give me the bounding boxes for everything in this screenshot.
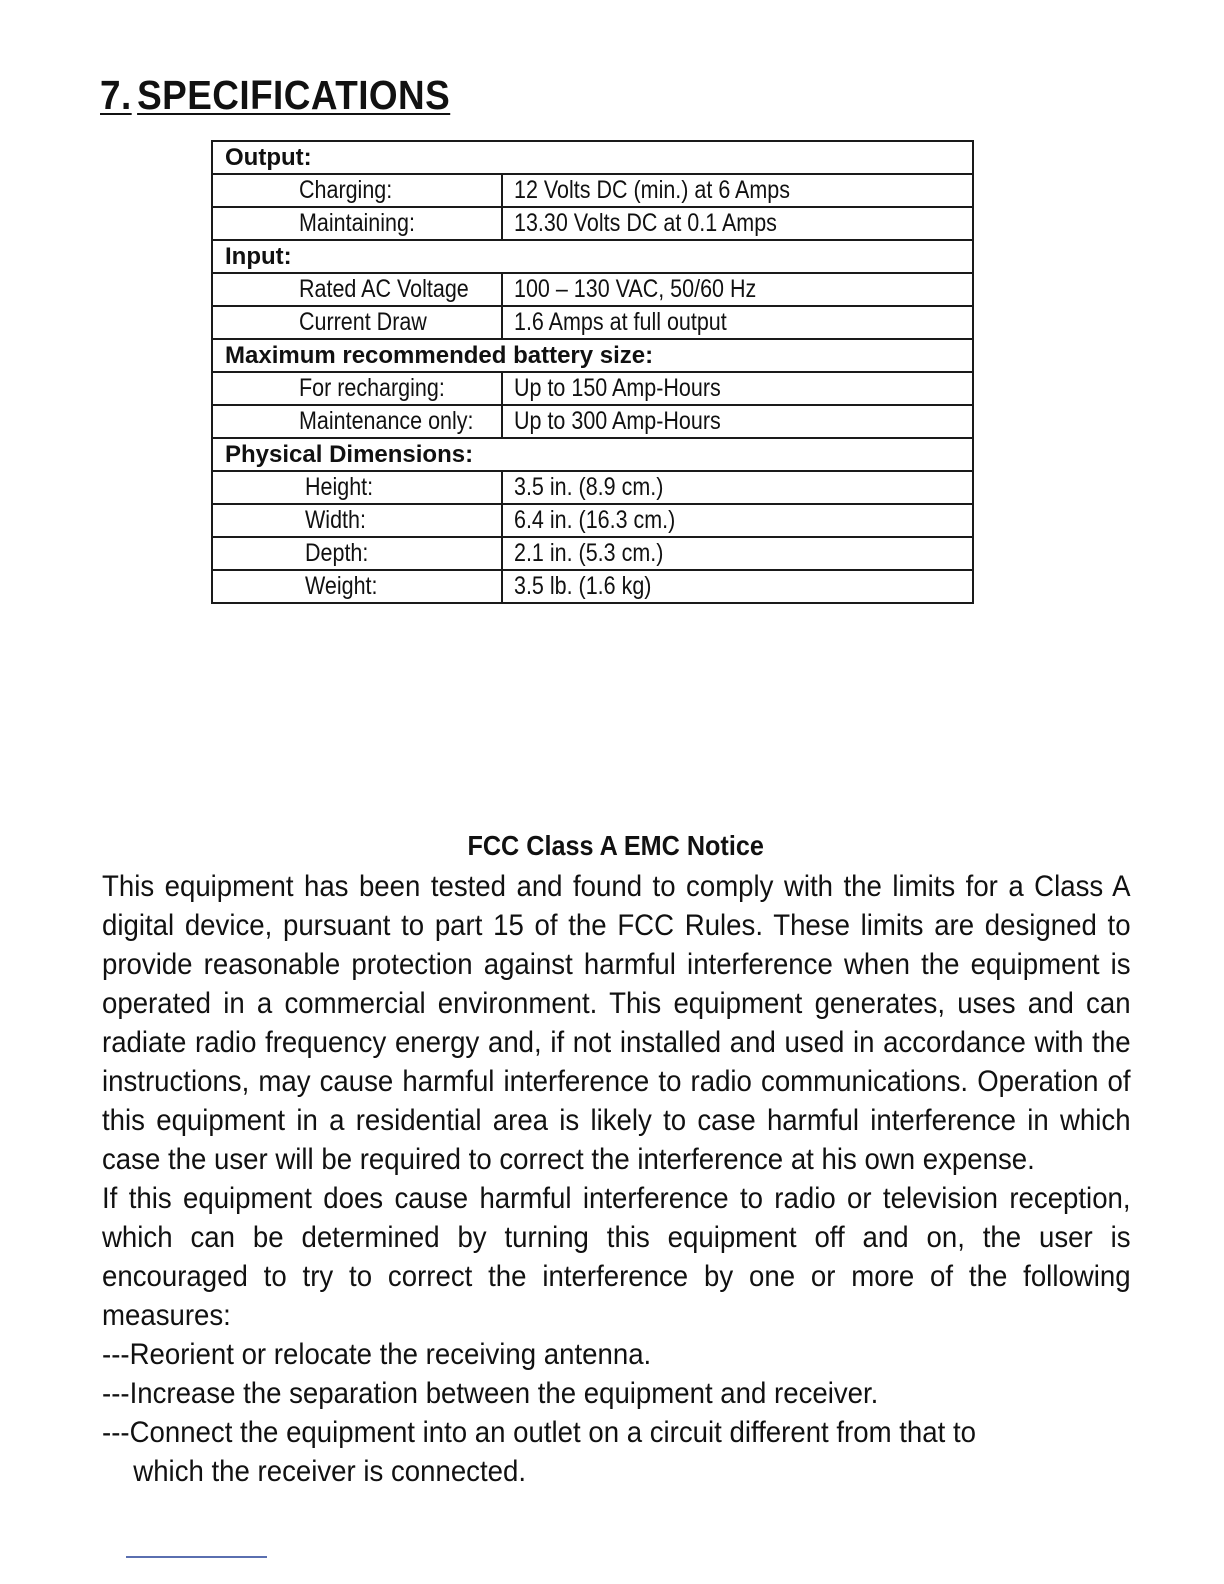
section-heading [100, 72, 450, 119]
table-row [212, 405, 973, 438]
physical-header-row [212, 438, 973, 471]
spec-label: Maintaining: [212, 207, 502, 240]
section-title: SPECIFICATIONS [137, 72, 451, 118]
spec-label: Rated AC Voltage [212, 273, 502, 306]
input-header-row [212, 240, 973, 273]
spec-value: 13.30 Volts DC at 0.1 Amps [502, 207, 973, 240]
table-row [212, 537, 973, 570]
spec-label: Width: [212, 504, 502, 537]
fcc-paragraph-2: If this equipment does cause harmful interference to radio or television reception, which can be determined by turning this equipment off and on, the user is encouraged to try to correct the interference by one or more of the following measures: [102, 1182, 1131, 1332]
fcc-measure-3-continued: which the receiver is connected. [133, 1455, 527, 1488]
battery-header-row [212, 339, 973, 372]
table-row [212, 471, 973, 504]
fcc-measure-1: ---Reorient or relocate the receiving antenna. [102, 1338, 652, 1371]
fcc-notice-title: FCC Class A EMC Notice [467, 830, 765, 861]
section-number: 7. [100, 72, 132, 118]
footer-divider [126, 1556, 267, 1558]
spec-label: Height: [212, 471, 502, 504]
fcc-measure-3: ---Connect the equipment into an outlet on a circuit different from that to [102, 1416, 976, 1449]
spec-value: Up to 300 Amp-Hours [502, 405, 973, 438]
spec-label: For recharging: [212, 372, 502, 405]
output-section-label: Output: [212, 141, 973, 174]
spec-label: Depth: [212, 537, 502, 570]
fcc-notice-body [102, 867, 1131, 1491]
spec-value: 1.6 Amps at full output [502, 306, 973, 339]
spec-value: 100 – 130 VAC, 50/60 Hz [502, 273, 973, 306]
table-row [212, 306, 973, 339]
output-header-row [212, 141, 973, 174]
specifications-table [211, 140, 974, 604]
input-section-label: Input: [212, 240, 973, 273]
spec-value: 6.4 in. (16.3 cm.) [502, 504, 973, 537]
table-row [212, 174, 973, 207]
spec-label: Current Draw [212, 306, 502, 339]
fcc-measure-2: ---Increase the separation between the equipment and receiver. [102, 1377, 879, 1410]
spec-label: Weight: [212, 570, 502, 603]
spec-value: 2.1 in. (5.3 cm.) [502, 537, 973, 570]
fcc-paragraph-1: This equipment has been tested and found to comply with the limits for a Class A digital device, pursuant to part 15 of the FCC Rules. These limits are designed to provide reasonable protection against harmful interference when the equipment is operated in a commercial environment. This equipment generates, uses and can radiate radio frequency energy and, if not installed and used in accordance with the instructions, may cause harmful interference to radio communications. Operation of this equipment in a residential area is likely to case harmful interference in which case the user will be required to correct the interference at his own expense. [102, 870, 1131, 1176]
spec-value: 3.5 in. (8.9 cm.) [502, 471, 973, 504]
spec-label: Charging: [212, 174, 502, 207]
table-row [212, 207, 973, 240]
battery-section-label: Maximum recommended battery size: [212, 339, 973, 372]
table-row [212, 504, 973, 537]
spec-value: 12 Volts DC (min.) at 6 Amps [502, 174, 973, 207]
spec-value: Up to 150 Amp-Hours [502, 372, 973, 405]
table-row [212, 273, 973, 306]
spec-value: 3.5 lb. (1.6 kg) [502, 570, 973, 603]
physical-section-label: Physical Dimensions: [212, 438, 973, 471]
table-row [212, 570, 973, 603]
table-row [212, 372, 973, 405]
spec-label: Maintenance only: [212, 405, 502, 438]
